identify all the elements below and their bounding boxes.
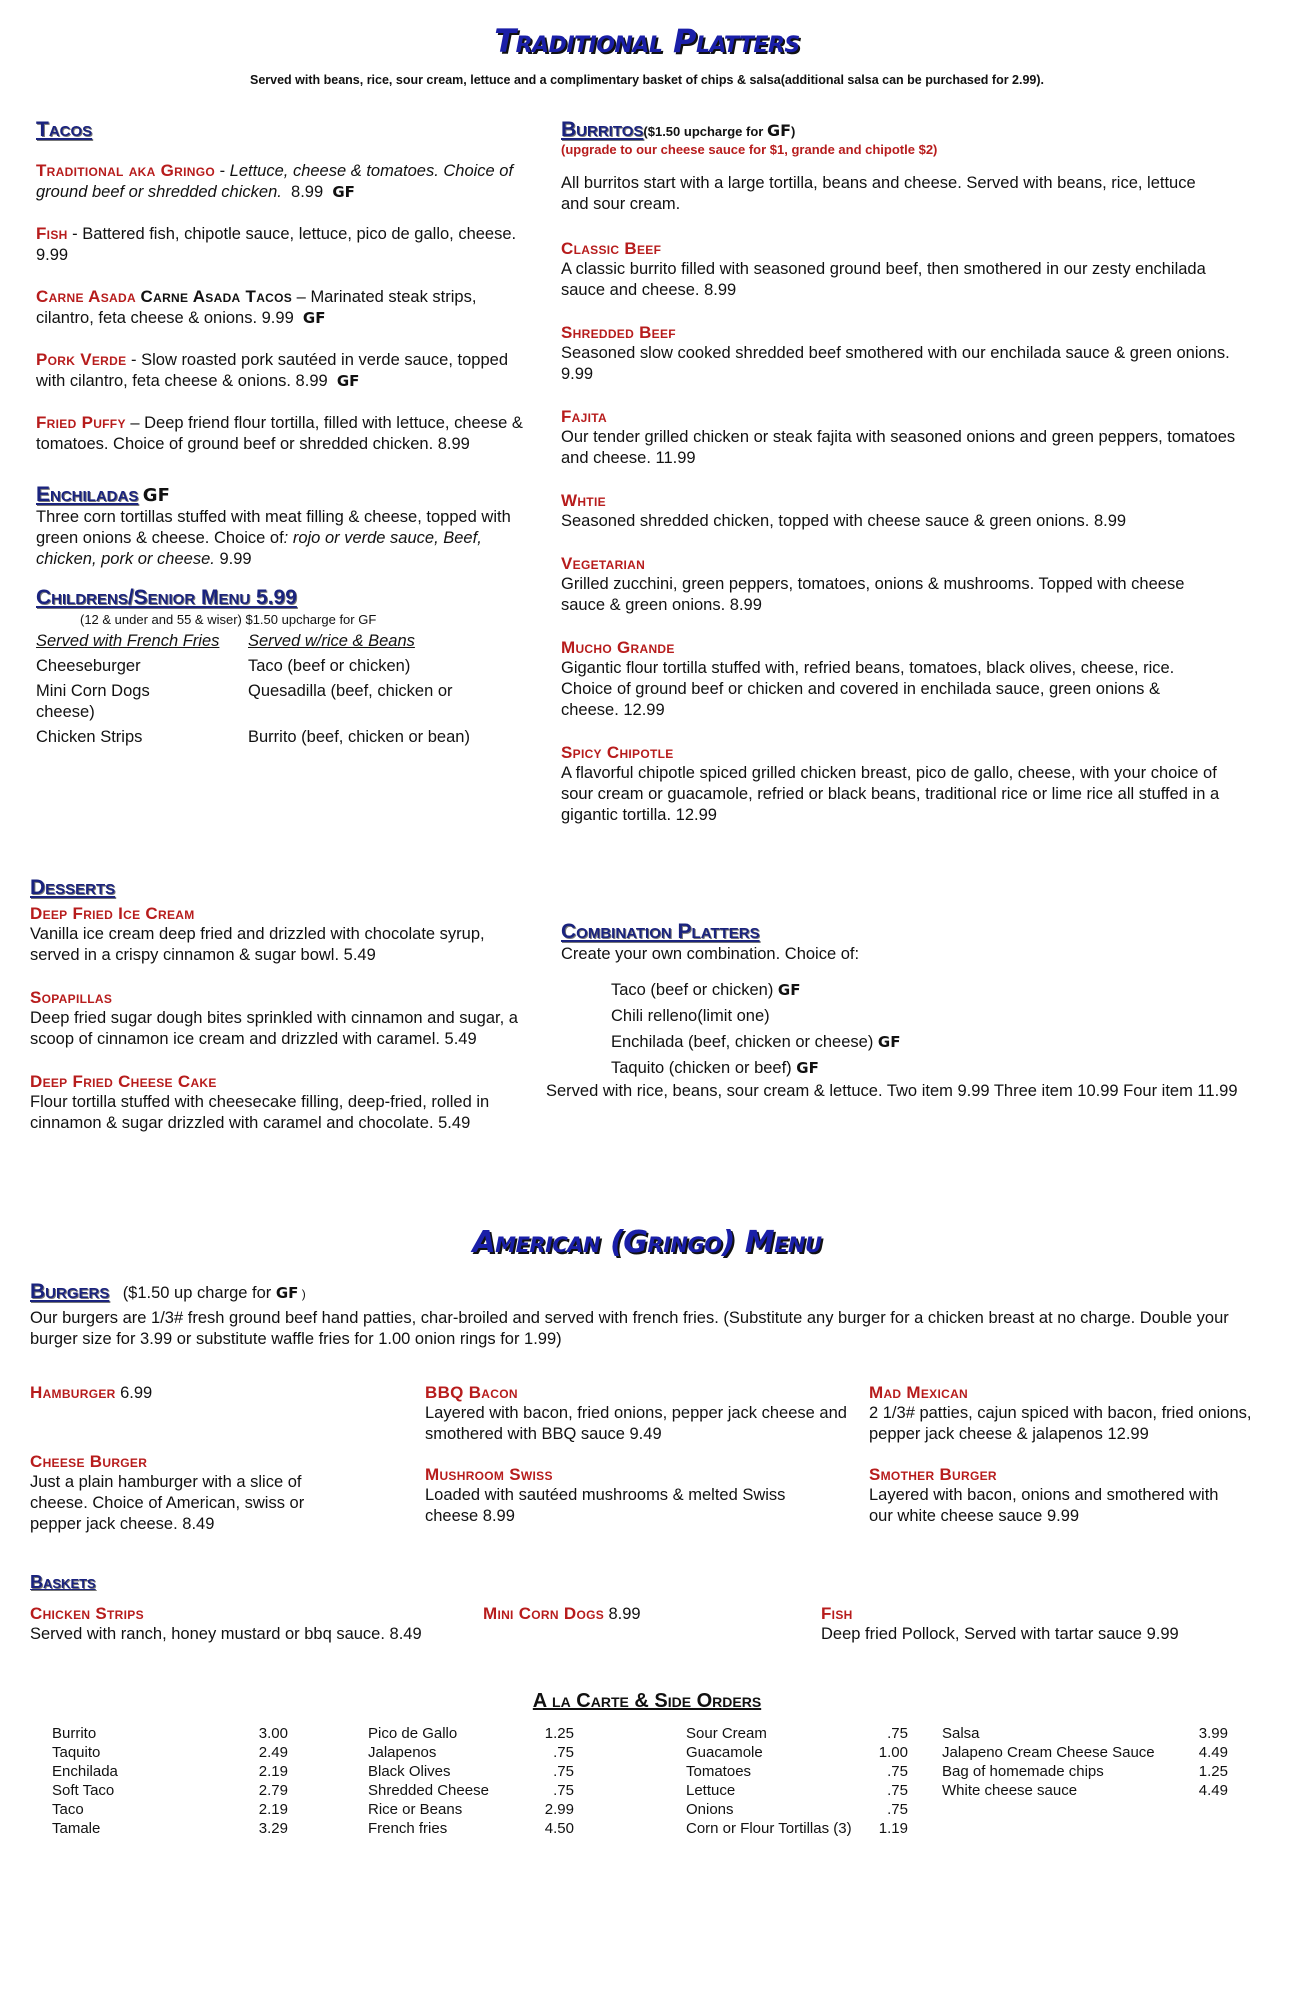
american-title: American (Gringo) Menu [472,1225,822,1260]
item-price: 6.99 [120,1384,153,1402]
gf-badge: GF [275,1284,299,1302]
menu-item [36,223,526,266]
separator: – [125,414,145,432]
gf-badge: GF [336,372,360,390]
item-name: Carne Asada [36,287,136,306]
section-heading-enchiladas: Enchiladas [36,483,139,506]
burgers-note: ($1.50 up charge for [122,1284,276,1302]
item-price: 8.99 [291,183,324,201]
children-col1-head: Served with French Fries [36,632,220,650]
burritos-note: ($1.50 upcharge for [643,124,767,139]
alacarte-item: Black Olives [368,1763,451,1780]
page-title: Traditional Platters [494,22,800,60]
alacarte-price: 2.19 [258,1763,288,1780]
alacarte-col-2 [368,1724,574,1838]
item-name: Fish [821,1604,853,1623]
alacarte-item: Taco [52,1801,84,1818]
children-item: Chicken Strips [36,728,143,746]
section-burgers [30,1280,1270,1350]
alacarte-row [52,1743,288,1762]
gf-badge: GF [796,1059,819,1077]
item-name: Sopapillas [30,988,113,1007]
combo-choice-text: Enchilada (beef, chicken or cheese) [611,1033,878,1051]
item-desc: Slow roasted pork sautéed in verde sauce, topped with cilantro, feta cheese & onions. 8.99 [36,351,508,390]
section-heading-baskets: Baskets [30,1572,96,1592]
alacarte-price: 2.19 [258,1801,288,1818]
item-name: Mad Mexican [869,1383,969,1402]
alacarte-row [52,1762,288,1781]
menu-item [425,1383,855,1445]
children-item: Quesadilla (beef, chicken or [248,682,453,700]
burger-col-1 [30,1383,360,1535]
alacarte-row [686,1743,908,1762]
menu-item [30,1383,360,1404]
alacarte-item: Shredded Cheese [368,1782,489,1799]
burgers-heading-line [30,1280,1270,1304]
combo-footer: Served with rice, beans, sour cream & lettuce. Two item 9.99 Three item 10.99 Four item 11.99 [546,1082,1238,1100]
item-desc: Loaded with sautéed mushrooms & melted Swiss cheese 8.99 [425,1486,786,1525]
burgers-note-close: ) [298,1287,306,1301]
separator: - [214,162,230,180]
menu-item [561,638,1241,721]
children-col2-head: Served w/rice & Beans [248,632,415,650]
menu-item [561,743,1241,826]
combo-choice [611,977,1246,1003]
section-childrens-menu [36,586,526,748]
gf-badge: GF [766,121,792,140]
menu-item [869,1465,1259,1527]
item-desc: Seasoned slow cooked shredded beef smothered with our enchilada sauce & green onions. 9.99 [561,344,1230,383]
gf-badge: GF [332,183,355,201]
item-desc: 2 1/3# patties, cajun spiced with bacon, fried onions, pepper jack cheese & jalapenos 12.99 [869,1404,1252,1443]
separator: - [126,351,142,369]
item-desc [36,507,526,570]
menu-item [30,1072,535,1134]
alacarte-row [52,1724,288,1743]
item-desc: Lettuce, cheese & tomatoes. Choice of ground beef or shredded chicken. [36,162,514,201]
item-name: Fried Puffy [36,413,126,432]
item-desc: Gigantic flour tortilla stuffed with, refried beans, tomatoes, black olives, cheese, rice. Choice of ground beef or chicken and covered in enchilada sauce, green onions & cheese. 12.99 [561,659,1175,719]
alacarte-item: Bag of homemade chips [942,1763,1104,1780]
alacarte-row [942,1743,1228,1762]
children-note: (12 & under and 55 & wiser) $1.50 upcharge for GF [80,612,377,627]
alacarte-item: White cheese sauce [942,1782,1078,1799]
alacarte-row [368,1743,574,1762]
alacarte-row [52,1800,288,1819]
item-name: BBQ Bacon [425,1383,518,1402]
burritos-upgrade: (upgrade to our cheese sauce for $1, grande and chipotle $2) [561,142,938,157]
page-subtitle: Served with beans, rice, sour cream, lettuce and a complimentary basket of chips & salsa(additional salsa can be purchased for 2.99). [249,73,1045,87]
basket-item [483,1604,783,1625]
item-desc: Layered with bacon, onions and smothered with our white cheese sauce 9.99 [869,1486,1219,1525]
item-name: Fajita [561,407,607,426]
children-table [36,631,526,748]
section-enchiladas [36,483,526,570]
item-desc: Grilled zucchini, green peppers, tomatoes, onions & mushrooms. Topped with cheese sauce & green onions. 8.99 [561,575,1185,614]
item-desc: Deep fried Pollock, Served with tartar sauce 9.99 [821,1625,1179,1643]
alacarte-row [368,1819,574,1838]
item-name: Traditional aka Gringo [36,161,215,180]
alacarte-price: 1.19 [878,1820,908,1837]
combo-choice [611,1055,1246,1081]
item-desc: Our tender grilled chicken or steak fajita with seasoned onions and green peppers, tomatoes and cheese. 11.99 [561,428,1236,467]
combo-choice [611,1003,1246,1029]
alacarte-price: 1.00 [878,1744,908,1761]
menu-item [36,349,526,392]
children-item [36,681,248,723]
separator: – [292,288,311,306]
menu-item [36,286,526,329]
item-name: Spicy Chipotle [561,743,674,762]
burritos-heading-line [561,118,1241,142]
alacarte-item: Guacamole [686,1744,763,1761]
alacarte-item: Soft Taco [52,1782,115,1799]
item-name: Cheese Burger [30,1452,148,1471]
item-desc: Marinated steak strips, cilantro, feta cheese & onions. 9.99 [36,288,477,327]
item-name: Deep Fried Ice Cream [30,904,195,923]
item-name: Chicken Strips [30,1604,144,1623]
menu-item [561,407,1241,469]
item-name: Mucho Grande [561,638,675,657]
alacarte-row [368,1762,574,1781]
alacarte-item: Enchilada [52,1763,118,1780]
gf-badge: GF [302,309,326,327]
item-desc: Deep friend flour tortilla, filled with lettuce, cheese & tomatoes. Choice of ground beef or shredded chicken. 8.99 [36,414,523,453]
item-desc: Deep fried sugar dough bites sprinkled with cinnamon and sugar, a scoop of cinnamon ice cream and drizzled with caramel. 5.49 [30,1009,518,1048]
alacarte-price: 1.25 [1198,1763,1228,1780]
alacarte-item: Jalapeno Cream Cheese Sauce [942,1744,1155,1761]
section-heading-burgers: Burgers [30,1280,110,1303]
alacarte-row [942,1724,1228,1743]
section-heading-children: Childrens/Senior Menu 5.99 [36,586,297,609]
alacarte-row [942,1781,1228,1800]
item-desc: Just a plain hamburger with a slice of cheese. Choice of American, swiss or pepper jack cheese. 8.49 [30,1473,305,1533]
children-item: Burrito (beef, chicken or bean) [248,728,470,746]
combo-choice-text: Taco (beef or chicken) [611,981,778,999]
menu-item [561,239,1241,301]
alacarte-price: 2.99 [544,1801,574,1818]
menu-item [30,988,535,1050]
alacarte-item: Burrito [52,1725,97,1742]
alacarte-item: Jalapenos [368,1744,437,1761]
alacarte-row [52,1781,288,1800]
combo-choice-text: Taquito (chicken or beef) [611,1059,797,1077]
menu-item [36,412,526,455]
alacarte-price: 3.00 [258,1725,288,1742]
alacarte-row [686,1819,908,1838]
alacarte-row [368,1724,574,1743]
separator: - [67,225,83,243]
left-column [36,118,526,748]
item-price: 9.99 [219,550,252,568]
item-name: Pork Verde [36,350,127,369]
alacarte-item: Lettuce [686,1782,736,1799]
alacarte-item: Taquito [52,1744,101,1761]
alacarte-price: .75 [887,1782,908,1799]
section-heading-desserts: Desserts [30,876,116,899]
item-desc: Served with ranch, honey mustard or bbq sauce. 8.49 [30,1625,422,1643]
children-item-name: Mini Corn Dogs [36,682,150,700]
section-heading-tacos: Tacos [36,118,93,141]
burgers-intro: Our burgers are 1/3# fresh ground beef hand patties, char-broiled and served with french fries. (Substitute any burger for a chicken breast at no charge. Double your burger size for 3.99 or substitute waffle fries for 1.00 onion rings for 1.99) [30,1309,1229,1348]
alacarte-row [368,1800,574,1819]
alacarte-row [942,1762,1228,1781]
combo-choice [611,1029,1246,1055]
menu-item [869,1383,1259,1445]
alacarte-price: 3.99 [1198,1725,1228,1742]
gf-badge: GF [777,981,801,999]
section-desserts [30,876,535,1134]
item-desc: A flavorful chipotle spiced grilled chicken breast, pico de gallo, cheese, with your choice of sour cream or guacamole, refried or black beans, traditional rice or lime rice all stuffed in a gigantic tortilla. 12.99 [561,764,1220,824]
alacarte-row [368,1781,574,1800]
alacarte-item: Onions [686,1801,734,1818]
gf-badge: GF [142,485,170,506]
item-desc: Flour tortilla stuffed with cheesecake filling, deep-fried, rolled in cinnamon & sugar drizzled with caramel and chocolate. 5.49 [30,1093,490,1132]
item-name: Vegetarian [561,554,646,573]
menu-item [36,160,526,203]
alacarte-row [686,1800,908,1819]
menu-item [561,554,1241,616]
item-name: Smother Burger [869,1465,997,1484]
item-price: 8.99 [608,1605,641,1623]
menu-item [561,323,1241,385]
alacarte-heading: A la Carte & Side Orders [532,1690,762,1712]
item-name: Hamburger [30,1383,116,1402]
item-desc: Battered fish, chipotle sauce, lettuce, pico de gallo, cheese. 9.99 [36,225,517,264]
alacarte-item: Tamale [52,1820,101,1837]
alacarte-item: Rice or Beans [368,1801,463,1818]
alacarte-price: .75 [553,1782,574,1799]
combo-choices [611,977,1246,1081]
item-name: Mini Corn Dogs [483,1604,605,1623]
item-name: Deep Fried Cheese Cake [30,1072,217,1091]
alacarte-item: French fries [368,1820,448,1837]
item-name-secondary: Carne Asada Tacos [140,287,293,306]
alacarte-item: Tomatoes [686,1763,752,1780]
item-name: Whtie [561,491,606,510]
alacarte-col-1 [52,1724,288,1838]
alacarte-price: .75 [553,1763,574,1780]
alacarte-price: 1.25 [544,1725,574,1742]
alacarte-row [686,1762,908,1781]
combo-intro: Create your own combination. Choice of: [561,945,860,963]
alacarte-row [686,1724,908,1743]
item-name: Classic Beef [561,239,662,258]
alacarte-col-4 [942,1724,1228,1800]
alacarte-row [52,1819,288,1838]
basket-item [30,1604,490,1645]
burger-col-2 [425,1383,855,1527]
children-item: Taco (beef or chicken) [248,657,411,675]
menu-item [425,1465,855,1527]
gf-badge: GF [877,1033,901,1051]
alacarte-item: Corn or Flour Tortillas (3) [686,1820,852,1837]
alacarte-price: 2.49 [258,1744,288,1761]
alacarte-row [686,1781,908,1800]
alacarte-item: Pico de Gallo [368,1725,458,1742]
item-name: Mushroom Swiss [425,1465,553,1484]
children-item-wrap: cheese) [36,703,95,721]
item-name: Fish [36,224,68,243]
menu-item [30,904,535,966]
alacarte-price: .75 [887,1763,908,1780]
item-desc: A classic burrito filled with seasoned ground beef, then smothered in our zesty enchilada sauce and cheese. 8.99 [561,260,1206,299]
burritos-note-close: ) [791,124,796,139]
alacarte-price: .75 [887,1801,908,1818]
alacarte-item: Sour Cream [686,1725,767,1742]
basket-item [821,1604,1261,1645]
alacarte-price: 4.49 [1198,1782,1228,1799]
section-heading-burritos: Burritos [561,118,644,141]
burger-col-3 [869,1383,1259,1527]
alacarte-price: .75 [887,1725,908,1742]
menu-item [30,1452,360,1535]
section-heading-combination: Combination Platters [561,920,760,943]
item-desc: Vanilla ice cream deep fried and drizzled with chocolate syrup, served in a crispy cinnamon & sugar bowl. 5.49 [30,925,485,964]
alacarte-price: 2.79 [258,1782,288,1799]
alacarte-price: 3.29 [258,1820,288,1837]
menu-item [561,491,1241,532]
alacarte-col-3 [686,1724,908,1838]
item-name: Shredded Beef [561,323,676,342]
section-combination [546,920,1246,1102]
alacarte-price: 4.49 [1198,1744,1228,1761]
item-desc: Seasoned shredded chicken, topped with cheese sauce & green onions. 8.99 [561,512,1127,530]
alacarte-price: .75 [553,1744,574,1761]
enchilada-choices: : rojo or verde sauce, Beef, chicken, pork or cheese. [36,529,482,568]
combo-choice-text: Chili relleno(limit one) [611,1007,770,1025]
enchilada-desc: Three corn tortillas stuffed with meat filling & cheese, topped with green onions & cheese. Choice of [36,508,511,547]
item-desc: Layered with bacon, fried onions, pepper jack cheese and smothered with BBQ sauce 9.49 [425,1404,847,1443]
alacarte-price: 4.50 [544,1820,574,1837]
burritos-intro: All burritos start with a large tortilla, beans and cheese. Served with beans, rice, lettuce and sour cream. [561,174,1196,213]
children-item: Cheeseburger [36,657,141,675]
alacarte-item: Salsa [942,1725,980,1742]
right-column [561,118,1241,826]
section-baskets [30,1572,1270,1597]
